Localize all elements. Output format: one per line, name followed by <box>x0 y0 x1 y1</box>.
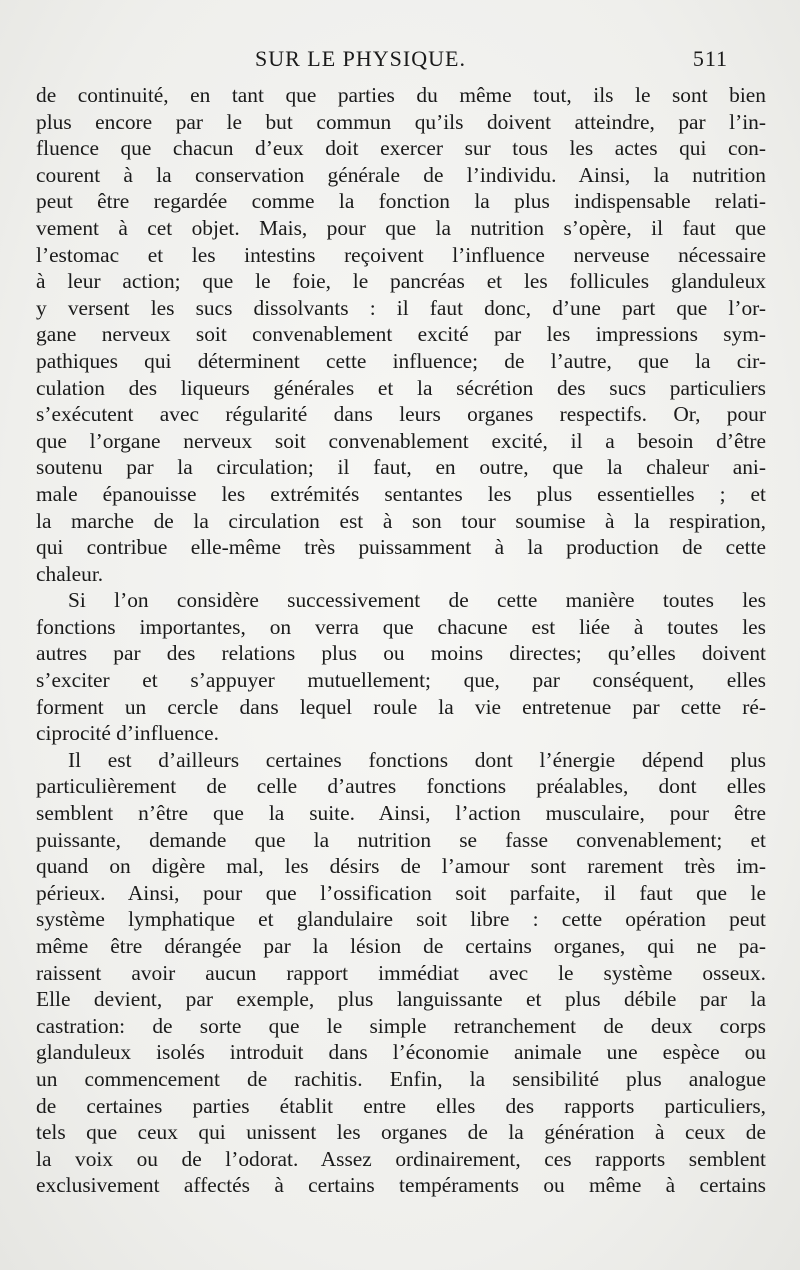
text-line: Il est d’ailleurs certaines fonctions dont l’énergie dépend plus <box>68 747 766 772</box>
running-head: SUR LE PHYSIQUE. <box>255 46 466 71</box>
text-line: exclusivement affectés à certains tempéraments ou même à certains <box>36 1173 766 1198</box>
text-line: forment un cercle dans lequel roule la vie entretenue par cette ré- <box>36 694 766 719</box>
text-line: que l’organe nerveux soit convenablement excité, il a besoin d’être <box>36 428 766 453</box>
text-line: de continuité, en tant que parties du même tout, ils le sont bien <box>36 83 766 107</box>
body-text <box>36 82 766 1199</box>
text-line: y versent les sucs dissolvants : il faut donc, d’une part que l’or- <box>36 295 766 320</box>
page-number: 511 <box>692 46 728 71</box>
text-line: soutenu par la circulation; il faut, en outre, que la chaleur ani- <box>36 455 766 480</box>
text-line: système lymphatique et glandulaire soit libre : cette opération peut <box>36 907 766 932</box>
text-line: particulièrement de celle d’autres fonctions préalables, dont elles <box>36 774 766 799</box>
text-line: castration: de sorte que le simple retranchement de deux corps <box>36 1013 766 1038</box>
text-line: s’exécutent avec régularité dans leurs organes respectifs. Or, pour <box>36 402 766 427</box>
text-line: male épanouisse les extrémités sentantes les plus essentielles ; et <box>36 481 766 506</box>
text-line: plus encore par le but commun qu’ils doivent atteindre, par l’in- <box>36 109 766 134</box>
text-line: autres par des relations plus ou moins directes; qu’elles doivent <box>36 641 766 666</box>
text-line: à leur action; que le foie, le pancréas et les follicules glanduleux <box>36 269 766 294</box>
text-line: tels que ceux qui unissent les organes de la génération à ceux de <box>36 1120 766 1145</box>
text-line: un commencement de rachitis. Enfin, la sensibilité plus analogue <box>36 1066 766 1091</box>
text-line: Elle devient, par exemple, plus languissante et plus débile par la <box>36 987 766 1012</box>
text-line: fonctions importantes, on verra que chacune est liée à toutes les <box>36 614 766 639</box>
text-line: l’estomac et les intestins reçoivent l’influence nerveuse nécessaire <box>36 242 766 267</box>
text-line: ciprocité d’influence. <box>36 721 219 746</box>
text-line: courent à la conservation générale de l’individu. Ainsi, la nutrition <box>36 162 766 187</box>
text-line: qui contribue elle-même très puissamment à la production de cette <box>36 535 766 560</box>
text-line: peut être regardée comme la fonction la plus indispensable relati- <box>36 189 766 214</box>
text-line: gane nerveux soit convenablement excité par les impressions sym- <box>36 322 766 347</box>
text-line: culation des liqueurs générales et la sécrétion des sucs particuliers <box>36 375 766 400</box>
text-line: vement à cet objet. Mais, pour que la nutrition s’opère, il faut que <box>36 215 766 240</box>
text-line: puissante, demande que la nutrition se fasse convenablement; et <box>36 827 766 852</box>
text-line: la voix ou de l’odorat. Assez ordinairement, ces rapports semblent <box>36 1146 766 1171</box>
text-line: glanduleux isolés introduit dans l’économie animale une espèce ou <box>36 1040 766 1065</box>
text-line: s’exciter et s’appuyer mutuellement; que, par conséquent, elles <box>36 668 766 693</box>
text-line: de certaines parties établit entre elles des rapports particuliers, <box>36 1093 766 1118</box>
text-line: la marche de la circulation est à son tour soumise à la respiration, <box>36 508 766 533</box>
text-line: semblent n’être que la suite. Ainsi, l’action musculaire, pour être <box>36 801 766 826</box>
text-line: Si l’on considère successivement de cette manière toutes les <box>68 588 766 613</box>
text-line: chaleur. <box>36 561 104 586</box>
text-line: même être dérangée par la lésion de certains organes, qui ne pa- <box>36 934 766 958</box>
text-line: raissent avoir aucun rapport immédiat avec le système osseux. <box>36 960 766 985</box>
text-line: fluence que chacun d’eux doit exercer sur tous les actes qui con- <box>36 136 766 161</box>
text-line: pathiques qui déterminent cette influence; de l’autre, que la cir- <box>36 348 766 373</box>
text-line: quand on digère mal, les désirs de l’amour sont rarement très im- <box>36 854 766 879</box>
text-line: périeux. Ainsi, pour que l’ossification soit parfaite, il faut que le <box>36 880 766 905</box>
